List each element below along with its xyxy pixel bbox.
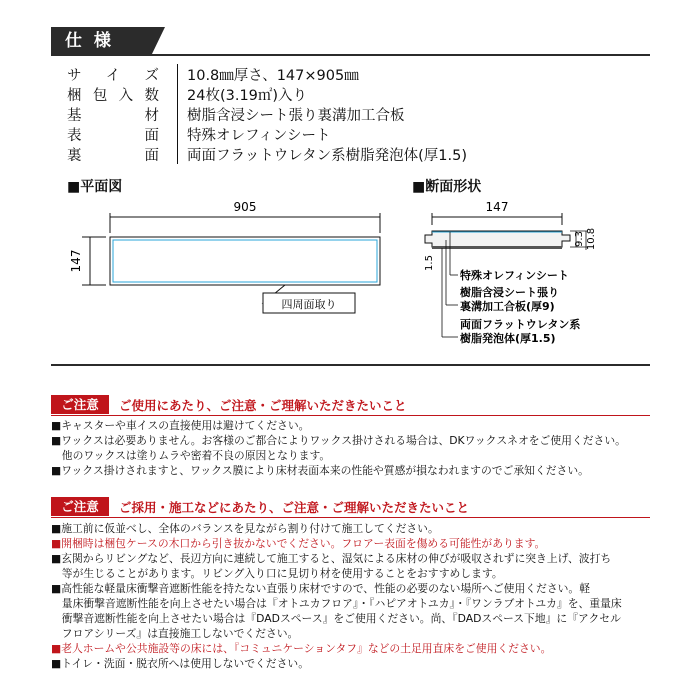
caution-tag: ご注意 xyxy=(51,395,109,414)
spec-value: 樹脂含浸シート張り裏溝加工合板 xyxy=(187,107,405,124)
spec-value: 特殊オレフィンシート xyxy=(187,127,331,144)
spec-label-char: 材 xyxy=(144,107,159,124)
note-line: 量床衝撃音遮断性能を向上させたい場合は『オトユカフロア』・『ハピアオトユカ』・『ワンラブオトユカ』を、重量床 xyxy=(51,597,622,610)
spec-label-char: 基 xyxy=(67,107,82,124)
plan-length-label: 905 xyxy=(233,200,257,214)
note-line: ■老人ホームや公共施設等の床には、『コミュニケーションタフ』などの土足用直床をご使用ください。 xyxy=(51,642,552,655)
note-line: ■施工前に仮並べし、全体のバランスを見ながら割り付けて施工してください。 xyxy=(51,522,439,535)
spec-row xyxy=(67,144,467,164)
note-line: ■高性能な軽量床衝撃音遮断性能を持たない直張り床材ですので、性能の必要のない場所へご使用ください。軽 xyxy=(51,582,591,595)
caution-install-title: ご採用・施工などにあたり、ご注意・ご理解いただきたいこと xyxy=(119,499,470,515)
spec-label-char: ズ xyxy=(144,67,159,84)
caution-usage-title: ご使用にあたり、ご注意・ご理解いただきたいこと xyxy=(119,397,407,413)
spec-label-char: 入 xyxy=(118,87,134,104)
caution-usage-notes xyxy=(51,418,661,478)
spec-value: 10.8㎜厚さ、147×905㎜ xyxy=(187,67,359,84)
spec-separator xyxy=(177,124,178,144)
section-divider xyxy=(51,364,650,366)
spec-label xyxy=(67,124,165,145)
section-title: 仕 様 xyxy=(51,27,151,56)
spec-label-char: サ xyxy=(67,67,82,84)
section-label-base-1: 樹脂含浸シート張り xyxy=(460,286,559,299)
note-line: ■ワックスは必要ありません。お客様のご都合によりワックス掛けされる場合は、DKワックスネオをご使用ください。 xyxy=(51,434,626,447)
spec-label-char: 裏 xyxy=(67,147,82,164)
spec-label xyxy=(67,104,165,125)
spec-row xyxy=(67,84,467,104)
note-line: 等が生じることがあります。リビング入り口に見切り材を使用することをおすすめします。 xyxy=(51,567,503,580)
section-dim-c: 1.5 xyxy=(424,255,435,271)
spec-row xyxy=(67,124,467,144)
section-label-back-1: 両面フラットウレタン系 xyxy=(460,318,581,331)
spec-value: 両面フラットウレタン系樹脂発泡体(厚1.5) xyxy=(187,147,468,164)
spec-label-char: 面 xyxy=(144,147,159,164)
spec-label xyxy=(67,144,165,165)
plan-view-title: ■平面図 xyxy=(67,179,123,195)
spec-label-char: 数 xyxy=(144,87,159,104)
note-line: ■トイレ・洗面・脱衣所へは使用しないでください。 xyxy=(51,657,309,670)
spec-label xyxy=(67,64,165,85)
section-title-tab xyxy=(151,27,165,56)
cross-section-title: ■断面形状 xyxy=(412,179,482,195)
note-line: ■玄関からリビングなど、長辺方向に連続して施工すると、湿気による床材の伸びが吸収されずに突き上げ、波打ち xyxy=(51,552,612,565)
caution-install-header xyxy=(51,497,650,516)
spec-separator xyxy=(177,64,178,84)
spec-label-char: イ xyxy=(105,67,121,84)
note-line: 他のワックスは塗りムラや密着不良の原因となります。 xyxy=(51,449,331,462)
caution-usage-header xyxy=(51,395,650,414)
spec-label xyxy=(67,84,165,105)
section-dim-b: 10.8 xyxy=(586,227,597,251)
spec-label-char: 面 xyxy=(144,127,159,144)
caution-install-notes xyxy=(51,521,661,671)
cross-section-diagram xyxy=(420,195,610,355)
plan-width-label: 147 xyxy=(69,249,83,273)
spec-label-char: 包 xyxy=(92,87,108,104)
note-line: ■キャスターや車イスの直接使用は避けてください。 xyxy=(51,419,310,432)
note-line: ■ワックス掛けされますと、ワックス膜により床材表面本来の性能や質感が損なわれますのでご承知ください。 xyxy=(51,464,589,477)
spec-row xyxy=(67,104,467,124)
section-label-base-2: 裏溝加工合板(厚9) xyxy=(460,300,555,313)
section-label-back-2: 樹脂発泡体(厚1.5) xyxy=(460,332,556,345)
spec-label-char: 表 xyxy=(67,127,82,144)
spec-separator xyxy=(177,144,178,164)
section-width-label: 147 xyxy=(485,200,509,214)
spec-label-char: 梱 xyxy=(67,87,82,104)
chamfer-label: 四周面取り xyxy=(281,298,337,311)
plan-view-diagram xyxy=(60,195,400,325)
note-line: 衝撃音遮断性能を向上させたい場合は『DADスペース』をご使用ください。尚、『DADスペース下地』に『アクセル xyxy=(51,612,621,625)
note-line: ■開梱時は梱包ケースの木口から引き抜かないでください。フロアー表面を傷める可能性があります。 xyxy=(51,537,546,550)
section-title-underline xyxy=(51,54,650,56)
spec-value: 24枚(3.19㎡)入り xyxy=(187,87,308,104)
spec-row xyxy=(67,64,467,84)
note-line: フロアシリーズ』は直接施工しないでください。 xyxy=(51,627,299,640)
caution-tag: ご注意 xyxy=(51,497,109,516)
caution-underline xyxy=(51,415,650,416)
section-dim-a: 9.3 xyxy=(574,231,585,247)
spec-separator xyxy=(177,104,178,124)
section-label-surface: 特殊オレフィンシート xyxy=(460,269,569,282)
spec-separator xyxy=(177,84,178,104)
caution-underline xyxy=(51,517,650,518)
spec-table xyxy=(67,64,467,164)
